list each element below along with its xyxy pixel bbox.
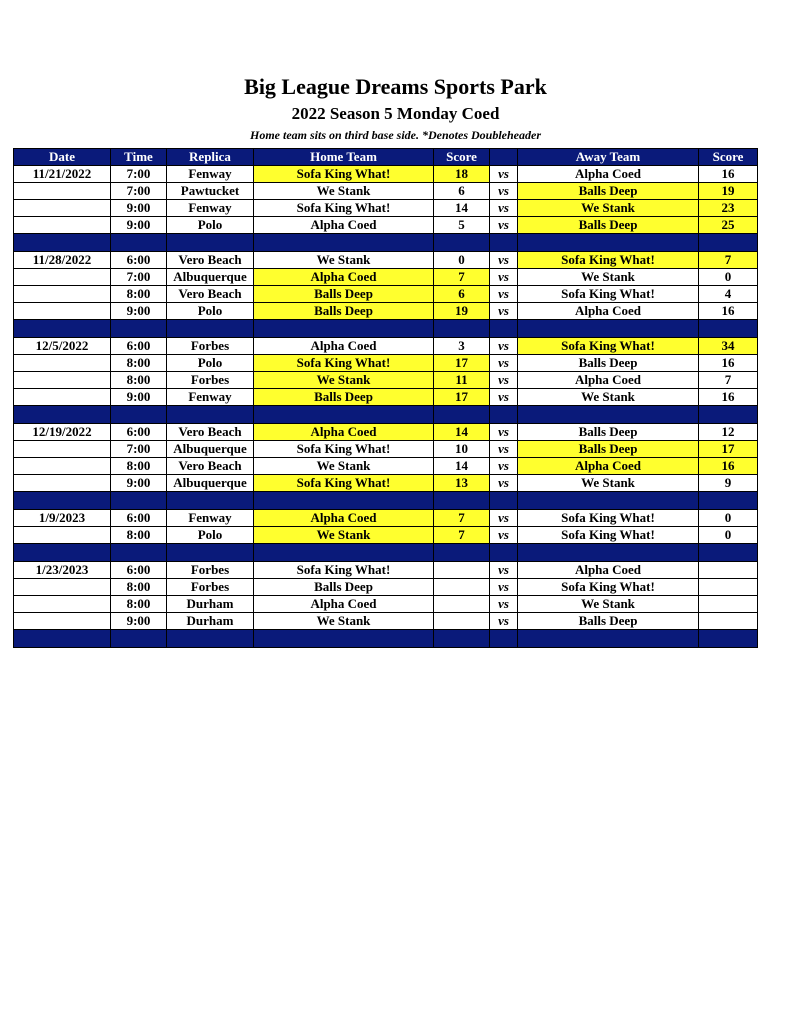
separator-cell — [254, 320, 434, 338]
home-team: Alpha Coed — [254, 510, 434, 527]
game-time: 7:00 — [111, 441, 167, 458]
away-team: Alpha Coed — [518, 458, 699, 475]
game-row — [14, 269, 758, 286]
week-separator — [14, 234, 758, 252]
separator-cell — [434, 320, 490, 338]
home-team: Alpha Coed — [254, 596, 434, 613]
away-team: We Stank — [518, 269, 699, 286]
header-home-team: Home Team — [254, 149, 434, 166]
away-score: 7 — [699, 252, 758, 269]
home-team: Alpha Coed — [254, 269, 434, 286]
separator-cell — [518, 406, 699, 424]
game-row — [14, 372, 758, 389]
home-team: Sofa King What! — [254, 166, 434, 183]
away-team: Sofa King What! — [518, 286, 699, 303]
vs-label: vs — [490, 355, 518, 372]
game-field: Polo — [167, 355, 254, 372]
away-score: 16 — [699, 303, 758, 320]
vs-label: vs — [490, 286, 518, 303]
game-row — [14, 166, 758, 183]
game-field: Durham — [167, 596, 254, 613]
separator-cell — [254, 234, 434, 252]
home-team: Sofa King What! — [254, 200, 434, 217]
away-score: 16 — [699, 389, 758, 406]
separator-cell — [434, 234, 490, 252]
game-field: Fenway — [167, 510, 254, 527]
away-team: Sofa King What! — [518, 338, 699, 355]
game-time: 9:00 — [111, 217, 167, 234]
separator-cell — [518, 320, 699, 338]
game-date — [14, 613, 111, 630]
week-separator — [14, 406, 758, 424]
separator-cell — [167, 492, 254, 510]
away-team: We Stank — [518, 596, 699, 613]
home-score: 13 — [434, 475, 490, 492]
game-date — [14, 269, 111, 286]
schedule-table — [13, 148, 758, 648]
game-time: 9:00 — [111, 475, 167, 492]
separator-cell — [490, 406, 518, 424]
separator-cell — [434, 544, 490, 562]
game-row — [14, 303, 758, 320]
game-date — [14, 527, 111, 544]
vs-label: vs — [490, 441, 518, 458]
game-date — [14, 389, 111, 406]
vs-label: vs — [490, 372, 518, 389]
separator-cell — [490, 492, 518, 510]
home-score — [434, 596, 490, 613]
away-score: 25 — [699, 217, 758, 234]
game-field: Forbes — [167, 562, 254, 579]
vs-label: vs — [490, 389, 518, 406]
game-row — [14, 183, 758, 200]
separator-cell — [699, 320, 758, 338]
separator-cell — [14, 630, 111, 648]
game-date — [14, 183, 111, 200]
game-date — [14, 475, 111, 492]
vs-label: vs — [490, 562, 518, 579]
home-team: Balls Deep — [254, 389, 434, 406]
away-score — [699, 579, 758, 596]
away-score: 16 — [699, 458, 758, 475]
away-score: 16 — [699, 355, 758, 372]
game-field: Albuquerque — [167, 441, 254, 458]
game-date — [14, 286, 111, 303]
away-score — [699, 613, 758, 630]
game-date — [14, 217, 111, 234]
home-team: We Stank — [254, 613, 434, 630]
away-score — [699, 596, 758, 613]
vs-label: vs — [490, 613, 518, 630]
game-field: Durham — [167, 613, 254, 630]
separator-cell — [111, 234, 167, 252]
away-team: Alpha Coed — [518, 372, 699, 389]
home-score — [434, 562, 490, 579]
home-team: We Stank — [254, 527, 434, 544]
home-team: We Stank — [254, 458, 434, 475]
game-date — [14, 355, 111, 372]
game-row — [14, 217, 758, 234]
vs-label: vs — [490, 252, 518, 269]
home-score: 14 — [434, 424, 490, 441]
home-team: We Stank — [254, 183, 434, 200]
home-team: We Stank — [254, 252, 434, 269]
home-team: Alpha Coed — [254, 424, 434, 441]
home-score: 10 — [434, 441, 490, 458]
separator-cell — [490, 234, 518, 252]
separator-cell — [254, 492, 434, 510]
separator-cell — [518, 544, 699, 562]
game-date — [14, 458, 111, 475]
vs-label: vs — [490, 579, 518, 596]
home-score — [434, 613, 490, 630]
game-row — [14, 286, 758, 303]
vs-label: vs — [490, 510, 518, 527]
home-team: Sofa King What! — [254, 562, 434, 579]
game-date — [14, 303, 111, 320]
vs-label: vs — [490, 183, 518, 200]
away-score: 9 — [699, 475, 758, 492]
game-field: Albuquerque — [167, 475, 254, 492]
game-time: 9:00 — [111, 303, 167, 320]
game-field: Albuquerque — [167, 269, 254, 286]
separator-cell — [111, 492, 167, 510]
separator-cell — [111, 406, 167, 424]
home-team: Sofa King What! — [254, 355, 434, 372]
separator-cell — [167, 630, 254, 648]
game-time: 6:00 — [111, 424, 167, 441]
game-time: 8:00 — [111, 286, 167, 303]
separator-cell — [434, 406, 490, 424]
separator-cell — [167, 320, 254, 338]
header-time: Time — [111, 149, 167, 166]
separator-cell — [14, 234, 111, 252]
separator-cell — [490, 320, 518, 338]
vs-label: vs — [490, 200, 518, 217]
header-away-team: Away Team — [518, 149, 699, 166]
separator-cell — [699, 492, 758, 510]
header-date: Date — [14, 149, 111, 166]
game-row — [14, 579, 758, 596]
game-field: Vero Beach — [167, 252, 254, 269]
game-row — [14, 510, 758, 527]
game-time: 8:00 — [111, 579, 167, 596]
game-time: 6:00 — [111, 510, 167, 527]
home-score: 7 — [434, 510, 490, 527]
separator-cell — [167, 406, 254, 424]
away-score: 7 — [699, 372, 758, 389]
game-time: 8:00 — [111, 527, 167, 544]
week-separator — [14, 492, 758, 510]
away-team: Balls Deep — [518, 613, 699, 630]
game-time: 9:00 — [111, 613, 167, 630]
game-row — [14, 424, 758, 441]
game-field: Forbes — [167, 579, 254, 596]
vs-label: vs — [490, 166, 518, 183]
home-score: 14 — [434, 458, 490, 475]
away-score: 0 — [699, 510, 758, 527]
home-team: Balls Deep — [254, 579, 434, 596]
game-date: 11/28/2022 — [14, 252, 111, 269]
home-score: 14 — [434, 200, 490, 217]
home-team: Sofa King What! — [254, 475, 434, 492]
away-score: 23 — [699, 200, 758, 217]
separator-cell — [14, 544, 111, 562]
separator-cell — [167, 544, 254, 562]
home-score: 11 — [434, 372, 490, 389]
away-team: Alpha Coed — [518, 562, 699, 579]
separator-cell — [167, 234, 254, 252]
vs-label: vs — [490, 527, 518, 544]
home-score: 19 — [434, 303, 490, 320]
away-team: We Stank — [518, 389, 699, 406]
game-field: Forbes — [167, 372, 254, 389]
game-row — [14, 389, 758, 406]
game-time: 9:00 — [111, 200, 167, 217]
away-team: We Stank — [518, 200, 699, 217]
vs-label: vs — [490, 338, 518, 355]
home-team: Balls Deep — [254, 303, 434, 320]
separator-cell — [14, 406, 111, 424]
away-team: Sofa King What! — [518, 252, 699, 269]
game-field: Fenway — [167, 389, 254, 406]
separator-cell — [518, 234, 699, 252]
game-date — [14, 200, 111, 217]
game-field: Polo — [167, 303, 254, 320]
separator-cell — [518, 630, 699, 648]
separator-cell — [111, 544, 167, 562]
game-time: 6:00 — [111, 252, 167, 269]
page-title: Big League Dreams Sports Park — [244, 74, 547, 99]
vs-label: vs — [490, 596, 518, 613]
home-score: 17 — [434, 389, 490, 406]
home-score: 5 — [434, 217, 490, 234]
game-field: Vero Beach — [167, 424, 254, 441]
game-time: 8:00 — [111, 372, 167, 389]
away-team: Sofa King What! — [518, 510, 699, 527]
away-score: 19 — [699, 183, 758, 200]
home-team: We Stank — [254, 372, 434, 389]
schedule-note: Home team sits on third base side. *Denotes Doubleheader — [250, 128, 541, 142]
game-time: 7:00 — [111, 166, 167, 183]
away-team: Sofa King What! — [518, 579, 699, 596]
game-row — [14, 475, 758, 492]
away-score: 12 — [699, 424, 758, 441]
separator-cell — [699, 406, 758, 424]
header-home-score: Score — [434, 149, 490, 166]
away-score — [699, 562, 758, 579]
game-time: 6:00 — [111, 338, 167, 355]
away-team: Sofa King What! — [518, 527, 699, 544]
separator-cell — [699, 234, 758, 252]
home-team: Sofa King What! — [254, 441, 434, 458]
separator-cell — [111, 630, 167, 648]
vs-label: vs — [490, 303, 518, 320]
game-date — [14, 596, 111, 613]
header-away-score: Score — [699, 149, 758, 166]
game-row — [14, 562, 758, 579]
game-date: 12/19/2022 — [14, 424, 111, 441]
game-date: 11/21/2022 — [14, 166, 111, 183]
home-score: 6 — [434, 183, 490, 200]
away-score: 16 — [699, 166, 758, 183]
game-row — [14, 527, 758, 544]
away-team: Balls Deep — [518, 424, 699, 441]
home-score: 18 — [434, 166, 490, 183]
separator-cell — [490, 630, 518, 648]
game-field: Fenway — [167, 200, 254, 217]
away-team: We Stank — [518, 475, 699, 492]
separator-cell — [254, 630, 434, 648]
game-field: Pawtucket — [167, 183, 254, 200]
game-field: Polo — [167, 527, 254, 544]
game-field: Polo — [167, 217, 254, 234]
vs-label: vs — [490, 217, 518, 234]
separator-cell — [490, 544, 518, 562]
home-score: 3 — [434, 338, 490, 355]
separator-cell — [111, 320, 167, 338]
separator-cell — [434, 492, 490, 510]
home-score: 7 — [434, 527, 490, 544]
home-score — [434, 579, 490, 596]
away-team: Balls Deep — [518, 183, 699, 200]
game-time: 8:00 — [111, 458, 167, 475]
away-score: 0 — [699, 269, 758, 286]
separator-cell — [434, 630, 490, 648]
game-field: Vero Beach — [167, 286, 254, 303]
game-time: 6:00 — [111, 562, 167, 579]
away-team: Balls Deep — [518, 355, 699, 372]
separator-cell — [518, 492, 699, 510]
home-score: 6 — [434, 286, 490, 303]
vs-label: vs — [490, 424, 518, 441]
game-row — [14, 338, 758, 355]
week-separator — [14, 320, 758, 338]
game-field: Vero Beach — [167, 458, 254, 475]
game-date: 12/5/2022 — [14, 338, 111, 355]
game-date — [14, 372, 111, 389]
away-team: Alpha Coed — [518, 303, 699, 320]
game-row — [14, 441, 758, 458]
home-team: Alpha Coed — [254, 338, 434, 355]
away-team: Alpha Coed — [518, 166, 699, 183]
away-team: Balls Deep — [518, 217, 699, 234]
header-replica: Replica — [167, 149, 254, 166]
game-field: Forbes — [167, 338, 254, 355]
game-row — [14, 613, 758, 630]
game-date: 1/9/2023 — [14, 510, 111, 527]
away-team: Balls Deep — [518, 441, 699, 458]
home-score: 17 — [434, 355, 490, 372]
home-score: 0 — [434, 252, 490, 269]
game-time: 7:00 — [111, 183, 167, 200]
game-row — [14, 252, 758, 269]
game-time: 9:00 — [111, 389, 167, 406]
home-team: Balls Deep — [254, 286, 434, 303]
game-date — [14, 579, 111, 596]
separator-cell — [254, 544, 434, 562]
schedule-body — [14, 166, 758, 648]
separator-cell — [14, 492, 111, 510]
vs-label: vs — [490, 475, 518, 492]
week-separator — [14, 544, 758, 562]
game-row — [14, 458, 758, 475]
season-subtitle: 2022 Season 5 Monday Coed — [291, 104, 500, 123]
game-row — [14, 596, 758, 613]
game-date — [14, 441, 111, 458]
separator-cell — [699, 544, 758, 562]
game-date: 1/23/2023 — [14, 562, 111, 579]
game-time: 8:00 — [111, 355, 167, 372]
separator-cell — [254, 406, 434, 424]
game-time: 7:00 — [111, 269, 167, 286]
separator-cell — [699, 630, 758, 648]
home-score: 7 — [434, 269, 490, 286]
game-row — [14, 200, 758, 217]
away-score: 4 — [699, 286, 758, 303]
game-time: 8:00 — [111, 596, 167, 613]
away-score: 34 — [699, 338, 758, 355]
away-score: 17 — [699, 441, 758, 458]
home-team: Alpha Coed — [254, 217, 434, 234]
vs-label: vs — [490, 269, 518, 286]
separator-cell — [14, 320, 111, 338]
game-field: Fenway — [167, 166, 254, 183]
week-separator — [14, 630, 758, 648]
vs-label: vs — [490, 458, 518, 475]
header-vs — [490, 149, 518, 166]
away-score: 0 — [699, 527, 758, 544]
header-row — [14, 149, 758, 166]
game-row — [14, 355, 758, 372]
